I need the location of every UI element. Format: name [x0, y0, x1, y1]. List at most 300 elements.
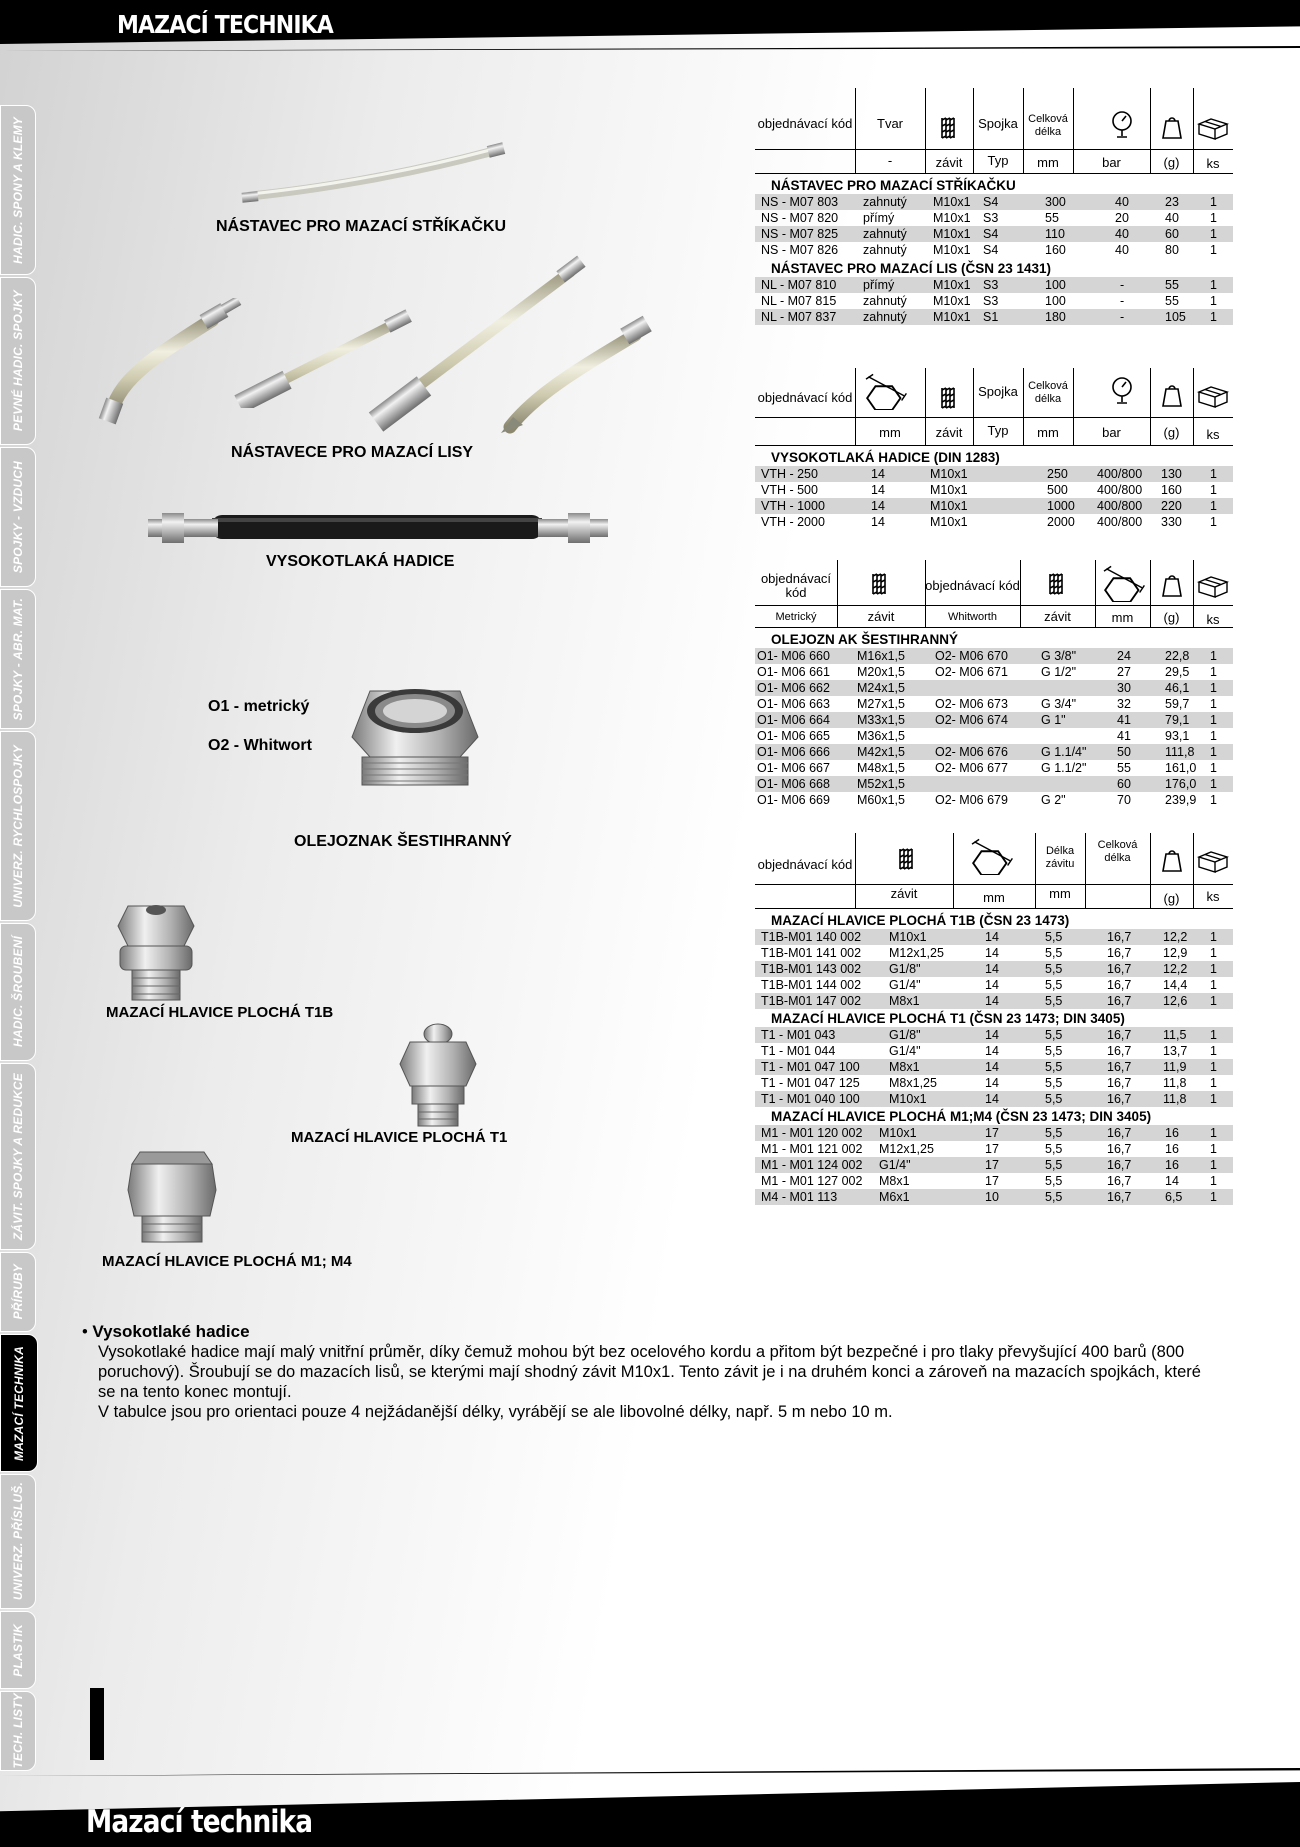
table-cell: 55: [1045, 211, 1059, 225]
section-title: MAZACÍ HLAVICE PLOCHÁ T1B (ČSN 23 1473): [771, 913, 1070, 928]
table-cell: 111,8: [1165, 745, 1195, 759]
col-kod: objednávací kód: [757, 390, 853, 405]
table-cell: M33x1,5: [857, 713, 905, 727]
sidebar-tab-zavit-spojky[interactable]: ZÁVIT. SPOJKY A REDUKCE: [0, 1063, 36, 1250]
weight-icon: [1160, 380, 1184, 408]
col-celkova-delka: Celková délka: [1097, 839, 1138, 864]
table-cell: 160: [1045, 243, 1066, 257]
sidebar-tab-hadic-srouben[interactable]: HADIC. ŠROUBENÍ: [0, 923, 36, 1061]
table-cell: M48x1,5: [857, 761, 905, 775]
table-cell: 16,7: [1107, 994, 1132, 1008]
table-cell: G1/4": [879, 1158, 911, 1172]
table-cell: 400/800: [1097, 467, 1143, 481]
table-cell: 1: [1210, 930, 1217, 944]
vysokotlaka-hadice-image: [148, 505, 608, 555]
table-row: [755, 760, 1233, 776]
table-row: [755, 514, 1233, 530]
table-rows: [755, 466, 1233, 530]
table-cell: T1B-M01 143 002: [761, 962, 862, 976]
table-cell: G 1/2": [1041, 665, 1077, 679]
table-cell: 1: [1210, 1076, 1217, 1090]
label-hlavice-t1b: MAZACÍ HLAVICE PLOCHÁ T1B: [106, 1004, 334, 1021]
table-cell: 1: [1210, 515, 1217, 529]
table-cell: M10x1: [933, 195, 971, 209]
table-cell: 40: [1115, 195, 1129, 209]
table-row: [755, 498, 1233, 514]
table-cell: 1000: [1047, 499, 1075, 513]
table-cell: 13,7: [1163, 1044, 1188, 1058]
table-cell: O1- M06 660: [757, 649, 830, 663]
table-olejoznak: objednávací kód objednávací kód Metrický závit Whitworth závit mm (g) ks OLEJOZN AK ŠESTIHRANNÝ O1- M06 660 M16x1,5 O2- M06 670 G 3/8" 24 22,8 1 O1- M06 661 M20x1,5 O2- M06 671 G 1/2" 27 29,5 1 O1- M06 662 M24x1,5 30 46,1 1 O1- M06 663 M27x1,5 O2- M06 673 G 3/4" 32 59,7 1 O1- M06 664 M33x1,5 O2- M06 674 G 1" 41 79,1 1 O1- M06 665 M36x1,5 41 93,1 1 O1- M06 666 M42x1,5 O2- M06 676 G 1.1/4" 50 111,8 1 O1- M06 667 M48x1,5 O2- M06 677 G 1.1/2" 55 161,0 1 O1- M06 668 M52x1,5 60 176,0 1 O1- M06 669 M60x1,5 O2- M06 679 G 2" 70 239,9 1: [755, 560, 1233, 808]
table-row: [755, 1059, 1233, 1075]
sidebar-tab-spojky-abr[interactable]: SPOJKY - ABR. MAT.: [0, 589, 36, 729]
table-cell: 80: [1165, 243, 1179, 257]
table-cell: T1B-M01 144 002: [761, 978, 862, 992]
col-delka-zavitu: Délka závitu: [1045, 845, 1075, 870]
table-cell: O2- M06 676: [935, 745, 1008, 759]
table-cell: O2- M06 674: [935, 713, 1008, 727]
col-celkova-delka: Celková délka: [1028, 113, 1068, 138]
note-paragraph: V tabulce jsou pro orientaci pouze 4 nejžádanější délky, vyrábějí se ale libovolné délky, např. 5 m nebo 10 m.: [98, 1403, 893, 1421]
table-cell: O1- M06 669: [757, 793, 830, 807]
table-row: [755, 776, 1233, 792]
table-cell: 5,5: [1045, 1190, 1063, 1204]
table-cell: 5,5: [1045, 946, 1063, 960]
label-hlavice-m1m4: MAZACÍ HLAVICE PLOCHÁ M1; M4: [102, 1253, 352, 1270]
hex-wrench-size-icon: [967, 837, 1015, 875]
table-cell: 14: [871, 499, 885, 513]
table-cell: M10x1: [933, 278, 971, 292]
table-cell: T1B-M01 141 002: [761, 946, 862, 960]
table-cell: zahnutý: [863, 195, 907, 209]
table-cell: 14: [985, 994, 999, 1008]
table-cell: 11,8: [1163, 1076, 1187, 1090]
table-cell: M36x1,5: [857, 729, 905, 743]
section-title: MAZACÍ HLAVICE PLOCHÁ T1 (ČSN 23 1473; DIN 3405): [771, 1011, 1125, 1026]
table-cell: S3: [983, 211, 999, 225]
table-cell: 1: [1210, 278, 1217, 292]
label-nastavec-strikacka: NÁSTAVEC PRO MAZACÍ STŘÍKAČKU: [216, 218, 507, 235]
nastavec-lis-zahnuty-2-image: [495, 315, 660, 435]
table-cell: M16x1,5: [857, 649, 905, 663]
table-cell: 16,7: [1107, 1174, 1132, 1188]
hlavice-t1-image: [396, 1020, 481, 1130]
table-cell: 160: [1161, 483, 1182, 497]
table-cell: 300: [1045, 195, 1066, 209]
table-row: [755, 728, 1233, 744]
col-kod: objednávací kód: [757, 116, 853, 131]
table-cell: 1: [1210, 681, 1217, 695]
table-cell: 1: [1210, 978, 1217, 992]
table-row: [755, 293, 1233, 309]
pressure-gauge-icon: [1110, 110, 1134, 140]
table-cell: 1: [1210, 713, 1217, 727]
table-cell: O1- M06 662: [757, 681, 830, 695]
table-cell: T1B-M01 147 002: [761, 994, 862, 1008]
table-row: [755, 792, 1233, 808]
table-cell: 1: [1210, 1126, 1217, 1140]
table-row: [755, 977, 1233, 993]
table-cell: M10x1: [933, 243, 971, 257]
table-row: [755, 648, 1233, 664]
table-row: [755, 482, 1233, 498]
thread-icon: [939, 386, 959, 410]
table-cell: 14: [1165, 1174, 1179, 1188]
table-cell: 330: [1161, 515, 1182, 529]
table-cell: 16,7: [1107, 1126, 1132, 1140]
label-nastavce-lisy: NÁSTAVECE PRO MAZACÍ LISY: [231, 444, 474, 461]
table-cell: 14: [985, 1076, 999, 1090]
table-cell: T1B-M01 140 002: [761, 930, 862, 944]
table-row: [755, 1157, 1233, 1173]
table-hadice: objednávací kód Spojka Celková délka mm závit Typ mm bar (g) ks VYSOKOTLAKÁ HADICE (DIN 1283) VTH - 250 14 M10x1 250 400/800 130 1 VTH - 500 14 M10x1 500 400/800 160 1 VTH - 1000 14 M10x1 1000 400/800 220 1 VTH - 2000 14 M10x1 2000 400/800 330 1: [755, 368, 1233, 530]
table-cell: M27x1,5: [857, 697, 905, 711]
table-cell: 93,1: [1165, 729, 1190, 743]
table-cell: 1: [1210, 729, 1217, 743]
section-title: NÁSTAVEC PRO MAZACÍ LIS (ČSN 23 1431): [771, 261, 1052, 276]
thread-icon: [870, 572, 890, 596]
table-cell: 17: [985, 1142, 999, 1156]
table-cell: 14: [985, 1060, 999, 1074]
table-cell: O2- M06 670: [935, 649, 1008, 663]
hex-wrench-size-icon: [861, 372, 909, 410]
table-cell: 5,5: [1045, 1126, 1063, 1140]
table-cell: 40: [1115, 243, 1129, 257]
table-units: - závit Typ mm bar (g) ks: [755, 150, 1233, 174]
table-cell: 12,2: [1163, 962, 1188, 976]
package-icon: [1197, 574, 1229, 598]
table-cell: NL - M07 815: [761, 294, 837, 308]
hlavice-t1b-image: [112, 896, 200, 1006]
table-row: [755, 1075, 1233, 1091]
table-cell: S3: [983, 294, 999, 308]
page-title: MAZACÍ TECHNIKA: [117, 10, 333, 39]
table-cell: 12,2: [1163, 930, 1188, 944]
table-cell: 1: [1210, 1190, 1217, 1204]
package-icon: [1197, 384, 1229, 408]
table-cell: -: [1120, 310, 1125, 324]
table-row: [755, 1043, 1233, 1059]
note-paragraph: Vysokotlaké hadice mají malý vnitřní průměr, díky čemuž mohou být bez ocelového kordu a přitom být bezpečné i pro tlaky převyšující 400 barů (800 poruchový). Šroubují se do mazacích lisů, se kterými mají shodný závit M10x1. Tento závit je i na druhém konci a zároveň na mazacích spojkách, které se na tento konec montují.: [98, 1343, 1201, 1401]
table-cell: zahnutý: [863, 243, 907, 257]
table-cell: M52x1,5: [857, 777, 905, 791]
table-cell: 59,7: [1165, 697, 1190, 711]
table-cell: VTH - 500: [761, 483, 818, 497]
table-cell: M8x1: [889, 1060, 920, 1074]
table-cell: 10: [985, 1190, 999, 1204]
sidebar-tab-priruby[interactable]: PŘÍRUBY: [0, 1252, 36, 1332]
table-cell: 16,7: [1107, 1076, 1132, 1090]
table-row: [755, 929, 1233, 945]
table-cell: 1: [1210, 227, 1217, 241]
table-cell: M60x1,5: [857, 793, 905, 807]
table-cell: 1: [1210, 1044, 1217, 1058]
table-cell: O1- M06 663: [757, 697, 830, 711]
table-cell: M10x1: [933, 310, 971, 324]
table-row: [755, 1027, 1233, 1043]
table-cell: 17: [985, 1174, 999, 1188]
table-cell: zahnutý: [863, 227, 907, 241]
table-cell: NL - M07 810: [761, 278, 837, 292]
table-cell: 100: [1045, 294, 1066, 308]
table-row: [755, 696, 1233, 712]
col-spojka: Spojka: [978, 384, 1018, 399]
table-cell: M1 - M01 121 002: [761, 1142, 863, 1156]
sidebar-tab-spojky-vzduch[interactable]: SPOJKY - VZDUCH: [0, 447, 36, 587]
table-cell: 46,1: [1165, 681, 1190, 695]
nastavec-strikacka-image: [240, 138, 520, 208]
hlavice-m1m4-image: [124, 1146, 219, 1246]
col-kod: objednávací kód: [757, 857, 853, 872]
table-cell: 23: [1165, 195, 1179, 209]
table-cell: 1: [1210, 1060, 1217, 1074]
label-olejoznak: OLEJOZNAK ŠESTIHRANNÝ: [294, 833, 512, 850]
table-cell: 60: [1117, 777, 1131, 791]
olejoznak-image: [340, 677, 490, 789]
table-cell: G1/8": [889, 962, 921, 976]
table-cell: 14: [985, 946, 999, 960]
table-nastavce: [755, 88, 1233, 325]
table-cell: 1: [1210, 211, 1217, 225]
table-row: [755, 1173, 1233, 1189]
table-cell: zahnutý: [863, 294, 907, 308]
table-cell: 176,0: [1165, 777, 1197, 791]
table-cell: 22,8: [1165, 649, 1190, 663]
table-cell: M10x1: [889, 1092, 927, 1106]
table-cell: 5,5: [1045, 962, 1063, 976]
table-cell: 70: [1117, 793, 1131, 807]
section-title: OLEJOZN AK ŠESTIHRANNÝ: [771, 632, 959, 647]
table-row: [755, 1091, 1233, 1107]
table-cell: G 2": [1041, 793, 1066, 807]
table-cell: 1: [1210, 793, 1217, 807]
table-cell: NL - M07 837: [761, 310, 837, 324]
table-cell: 16,7: [1107, 946, 1132, 960]
table-cell: M12x1,25: [879, 1142, 934, 1156]
table-cell: 110: [1045, 227, 1065, 241]
sidebar-tab-plastik[interactable]: PLASTIK: [0, 1611, 36, 1689]
thread-icon: [897, 847, 917, 871]
table-cell: M10x1: [933, 227, 971, 241]
table-cell: 1: [1210, 1158, 1217, 1172]
table-cell: M1 - M01 127 002: [761, 1174, 863, 1188]
table-cell: 1: [1210, 745, 1217, 759]
table-cell: 6,5: [1165, 1190, 1183, 1204]
table-row: [755, 680, 1233, 696]
table-cell: 16,7: [1107, 1142, 1132, 1156]
table-cell: 5,5: [1045, 1076, 1063, 1090]
table-cell: M10x1: [930, 499, 968, 513]
table-cell: 5,5: [1045, 1174, 1063, 1188]
table-cell: 14: [985, 930, 999, 944]
table-rows: [755, 194, 1233, 258]
table-cell: 5,5: [1045, 978, 1063, 992]
label-vysokotlaka-hadice: VYSOKOTLAKÁ HADICE: [266, 553, 455, 570]
table-cell: 16,7: [1107, 1044, 1132, 1058]
table-cell: S4: [983, 195, 999, 209]
table-cell: 14: [985, 1028, 999, 1042]
section-title: VYSOKOTLAKÁ HADICE (DIN 1283): [771, 450, 1000, 465]
sidebar-tab-pevne-spojky[interactable]: PEVNÉ HADIC. SPOJKY: [0, 277, 36, 445]
table-row: [755, 277, 1233, 293]
table-cell: 11,9: [1163, 1060, 1187, 1074]
table-cell: -: [1120, 294, 1125, 308]
table-cell: 55: [1165, 294, 1179, 308]
table-cell: 11,5: [1163, 1028, 1187, 1042]
table-cell: 5,5: [1045, 1142, 1063, 1156]
table-cell: 5,5: [1045, 1044, 1063, 1058]
table-cell: 40: [1115, 227, 1129, 241]
weight-icon: [1160, 570, 1184, 598]
label-o2: O2 - Whitwort: [208, 737, 312, 754]
sidebar-tab-hadic-spony[interactable]: HADIC. SPONY A KLEMY: [0, 105, 36, 275]
table-cell: M1 - M01 120 002: [761, 1126, 863, 1140]
table-cell: M10x1: [889, 930, 927, 944]
table-cell: přímý: [863, 211, 895, 225]
table-cell: 250: [1047, 467, 1068, 481]
table-cell: 55: [1117, 761, 1131, 775]
table-row: [755, 194, 1233, 210]
table-cell: O1- M06 665: [757, 729, 830, 743]
table-row: [755, 242, 1233, 258]
package-icon: [1197, 849, 1229, 873]
table-cell: 16,7: [1107, 930, 1132, 944]
table-cell: O1- M06 667: [757, 761, 830, 775]
sidebar-tab-univerz-prislus[interactable]: UNIVERZ. PŘÍSLUŠ.: [0, 1474, 36, 1609]
table-cell: T1 - M01 043: [761, 1028, 836, 1042]
table-row: [755, 226, 1233, 242]
table-cell: 14: [871, 483, 885, 497]
table-cell: 29,5: [1165, 665, 1190, 679]
col-spojka: Spojka: [978, 116, 1018, 131]
table-cell: 1: [1210, 994, 1217, 1008]
table-cell: 500: [1047, 483, 1068, 497]
table-cell: M24x1,5: [857, 681, 905, 695]
page-footer: [0, 1768, 1300, 1847]
table-cell: 1: [1210, 962, 1217, 976]
table-cell: 1: [1210, 195, 1217, 209]
table-cell: zahnutý: [863, 310, 907, 324]
thread-icon: [1047, 572, 1067, 596]
thread-icon: [939, 116, 959, 140]
table-cell: 12,6: [1163, 994, 1188, 1008]
table-cell: O2- M06 673: [935, 697, 1008, 711]
table-cell: T1 - M01 040 100: [761, 1092, 860, 1106]
table-cell: 14,4: [1163, 978, 1188, 992]
table-cell: 14: [985, 978, 999, 992]
table-cell: 55: [1165, 278, 1179, 292]
table-cell: 14: [871, 515, 885, 529]
table-cell: -: [1120, 278, 1125, 292]
table-cell: G1/4": [889, 978, 921, 992]
table-row: [755, 1125, 1233, 1141]
table-cell: 239,9: [1165, 793, 1197, 807]
table-cell: 30: [1117, 681, 1131, 695]
table-cell: 161,0: [1165, 761, 1197, 775]
section-title: NÁSTAVEC PRO MAZACÍ STŘÍKAČKU: [771, 178, 1016, 193]
table-cell: 16,7: [1107, 1060, 1132, 1074]
table-cell: 20: [1115, 211, 1129, 225]
table-cell: O2- M06 677: [935, 761, 1008, 775]
table-cell: VTH - 250: [761, 467, 818, 481]
table-cell: M20x1,5: [857, 665, 905, 679]
table-cell: 1: [1210, 1174, 1217, 1188]
weight-icon: [1160, 845, 1184, 873]
table-cell: 5,5: [1045, 1028, 1063, 1042]
table-row: [755, 664, 1233, 680]
table-cell: O1- M06 661: [757, 665, 830, 679]
table-cell: 24: [1117, 649, 1131, 663]
table-cell: 41: [1117, 729, 1131, 743]
table-cell: 16,7: [1107, 978, 1132, 992]
table-cell: 16,7: [1107, 1092, 1132, 1106]
table-cell: G1/4": [889, 1044, 921, 1058]
table-cell: 79,1: [1165, 713, 1190, 727]
table-cell: VTH - 2000: [761, 515, 825, 529]
table-cell: T1 - M01 044: [761, 1044, 836, 1058]
hex-wrench-size-icon: [1099, 564, 1147, 602]
table-cell: 2000: [1047, 515, 1075, 529]
table-cell: M4 - M01 113: [761, 1190, 838, 1204]
table-cell: 1: [1210, 1028, 1217, 1042]
table-cell: S4: [983, 227, 999, 241]
table-cell: T1 - M01 047 125: [761, 1076, 860, 1090]
col-kod-metricky: objednávací kód: [760, 571, 832, 600]
table-cell: 27: [1117, 665, 1131, 679]
section-title: MAZACÍ HLAVICE PLOCHÁ M1;M4 (ČSN 23 1473; DIN 3405): [771, 1109, 1152, 1124]
table-rows: [755, 1027, 1233, 1107]
table-cell: 5,5: [1045, 930, 1063, 944]
table-rows: [755, 1125, 1233, 1205]
weight-icon: [1160, 112, 1184, 140]
table-cell: 1: [1210, 665, 1217, 679]
table-cell: 40: [1165, 211, 1179, 225]
table-cell: 5,5: [1045, 994, 1063, 1008]
table-cell: M12x1,25: [889, 946, 944, 960]
table-cell: 16,7: [1107, 1158, 1132, 1172]
table-cell: O2- M06 671: [935, 665, 1008, 679]
table-header: [755, 88, 1233, 150]
table-cell: M1 - M01 124 002: [761, 1158, 863, 1172]
table-row: [755, 309, 1233, 325]
table-cell: 1: [1210, 697, 1217, 711]
table-cell: 5,5: [1045, 1060, 1063, 1074]
table-cell: M10x1: [933, 294, 971, 308]
label-o1: O1 - metrický: [208, 698, 310, 715]
table-rows: [755, 648, 1233, 808]
table-cell: 1: [1210, 777, 1217, 791]
table-cell: 1: [1210, 946, 1217, 960]
table-hlavice: objednávací kód Délka závitu Celková délka závit mm mm (g) ks MAZACÍ HLAVICE PLOCHÁ T1B (ČSN 23 1473) T1B-M01 140 002 M10x1 14 5,5 16,7 12,2 1 T1B-M01 141 002 M12x1,25 14 5,5 16,7 12,9 1 T1B-M01 143 002 G1/8" 14 5,5 16,7 12,2 1 T1B-M01 144 002 G1/4" 14 5,5 16,7 14,4 1 T1B-M01 147 002 M8x1 14 5,5 16,7 12,6 1 MAZACÍ HLAVICE PLOCHÁ T1 (ČSN 23 1473; DIN 3405) T1 - M01 043 G1/8" 14 5,5 16,7 11,5 1 T1 - M01 044 G1/4" 14 5,5 16,7 13,7 1 T1 - M01 047 100 M8x1 14 5,5 16,7 11,9 1 T1 - M01 047 125 M8x1,25 14 5,5 16,7 11,8 1 T1 - M01 040 100 M10x1 14 5,5 16,7 11,8 1 MAZACÍ HLAVICE PLOCHÁ M1;M4 (ČSN 23 1473; DIN 3405) M1 - M01 120 002 M10x1 17 5,5 16,7 16 1 M1 - M01 121 002 M12x1,25 17 5,5 16,7 16 1 M1 - M01 124 002 G1/4" 17 5,5 16,7 16 1 M1 - M01 127 002 M8x1 17 5,5 16,7 14 1 M4 - M01 113 M6x1 10 5,5 16,7 6,5 1: [755, 833, 1233, 1205]
table-rows: [755, 929, 1233, 1009]
note-title: Vysokotlaké hadice: [92, 1322, 250, 1341]
sidebar-tab-mazaci-technika[interactable]: MAZACÍ TECHNIKA: [0, 1334, 38, 1472]
table-cell: G 1.1/4": [1041, 745, 1087, 759]
table-cell: M10x1: [930, 515, 968, 529]
category-sidebar: [0, 105, 38, 1769]
table-cell: G 1.1/2": [1041, 761, 1087, 775]
table-cell: 1: [1210, 649, 1217, 663]
table-row: [755, 712, 1233, 728]
table-cell: 400/800: [1097, 499, 1143, 513]
table-cell: T1 - M01 047 100: [761, 1060, 860, 1074]
sidebar-tab-tech-listy[interactable]: TECH. LISTY: [0, 1691, 36, 1771]
label-hlavice-t1: MAZACÍ HLAVICE PLOCHÁ T1: [291, 1129, 508, 1146]
table-cell: NS - M07 826: [761, 243, 839, 257]
sidebar-tab-rychlospojky[interactable]: UNIVERZ. RYCHLOSPOJKY: [0, 731, 36, 921]
table-cell: 16: [1165, 1142, 1179, 1156]
table-cell: M10x1: [879, 1126, 917, 1140]
